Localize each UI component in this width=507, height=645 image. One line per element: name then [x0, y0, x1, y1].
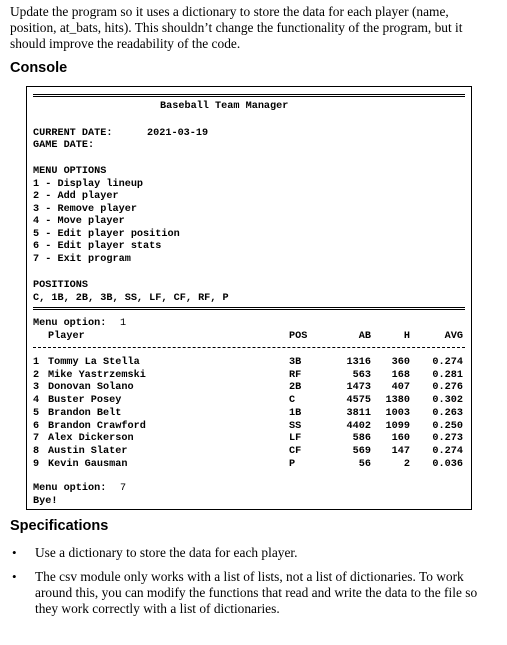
positions-heading: POSITIONS — [33, 280, 89, 291]
menu-prompt-value: 7 — [120, 483, 127, 494]
intro-paragraph: Update the program so it uses a dictionary to store the data for each player (name, position, at_bats, hits). This shouldn’t change the functionality of the program, but it should improve the readability of the code. — [10, 4, 463, 51]
bullet-marker: • — [12, 545, 17, 560]
cell-num: 1 — [33, 357, 40, 368]
header-avg: AVG — [444, 331, 463, 342]
cell-avg: 0.281 — [432, 369, 463, 381]
cell-name: Austin Slater — [48, 445, 128, 457]
menu-item: 4 - Move player — [33, 216, 125, 227]
cell-pos: CF — [289, 445, 302, 457]
current-date-label: CURRENT DATE: — [33, 128, 113, 139]
cell-num: 5 — [33, 407, 40, 419]
cell-num: 3 — [33, 382, 40, 394]
menu-item: 7 - Exit program — [33, 253, 131, 265]
cell-pos: SS — [289, 420, 302, 432]
game-date-label: GAME DATE: — [33, 140, 95, 151]
cell-ab: 569 — [352, 445, 371, 457]
cell-ab: 56 — [358, 458, 371, 470]
cell-num: 6 — [33, 420, 40, 432]
cell-h: 147 — [391, 445, 410, 457]
header-pos: POS — [289, 331, 308, 342]
cell-name: Tommy La Stella — [48, 357, 140, 368]
cell-name: Donovan Solano — [48, 382, 134, 394]
cell-h: 360 — [391, 357, 410, 368]
console-heading: Console — [10, 60, 68, 76]
cell-h: 407 — [391, 382, 410, 394]
cell-h: 168 — [391, 369, 410, 381]
cell-num: 7 — [33, 433, 40, 445]
cell-pos: 3B — [289, 357, 302, 368]
cell-name: Buster Posey — [48, 395, 122, 407]
menu-item: 3 - Remove player — [33, 203, 137, 215]
menu-heading: MENU OPTIONS — [33, 166, 107, 177]
double-rule-top — [33, 94, 465, 97]
cell-ab: 4402 — [346, 420, 371, 432]
cell-pos: RF — [289, 369, 302, 381]
cell-pos: 2B — [289, 382, 302, 394]
menu-prompt-label: Menu option: — [33, 483, 107, 494]
cell-pos: P — [289, 458, 296, 470]
cell-ab: 1473 — [346, 382, 371, 394]
cell-pos: 1B — [289, 407, 302, 419]
cell-name: Brandon Crawford — [48, 420, 146, 432]
cell-h: 1380 — [385, 395, 410, 407]
current-date-value: 2021-03-19 — [147, 128, 209, 139]
cell-avg: 0.302 — [432, 395, 463, 407]
cell-pos: C — [289, 395, 296, 407]
cell-avg: 0.263 — [432, 407, 463, 419]
cell-ab: 3811 — [346, 407, 371, 419]
cell-num: 8 — [33, 445, 40, 457]
double-rule-middle — [33, 307, 465, 310]
cell-num: 4 — [33, 395, 40, 407]
cell-pos: LF — [289, 433, 302, 445]
menu-item: 5 - Edit player position — [33, 228, 180, 240]
cell-num: 9 — [33, 458, 40, 470]
cell-avg: 0.276 — [432, 382, 463, 394]
app-title: Baseball Team Manager — [160, 101, 289, 112]
bye-message: Bye! — [33, 496, 58, 507]
cell-ab: 1316 — [346, 357, 371, 368]
cell-avg: 0.273 — [432, 433, 463, 445]
console-output — [26, 86, 472, 510]
spec-item: Use a dictionary to store the data for each player. — [35, 545, 298, 560]
cell-num: 2 — [33, 369, 40, 381]
cell-ab: 586 — [352, 433, 371, 445]
cell-h: 160 — [391, 433, 410, 445]
cell-avg: 0.036 — [432, 458, 463, 470]
cell-name: Alex Dickerson — [48, 433, 134, 445]
menu-prompt-label: Menu option: — [33, 318, 107, 329]
menu-item: 2 - Add player — [33, 191, 119, 202]
cell-name: Brandon Belt — [48, 407, 122, 419]
cell-h: 1099 — [385, 420, 410, 432]
positions-list: C, 1B, 2B, 3B, SS, LF, CF, RF, P — [33, 292, 229, 304]
cell-ab: 563 — [352, 369, 371, 381]
specifications-heading: Specifications — [10, 518, 109, 534]
spec-item: The csv module only works with a list of lists, not a list of dictionaries. To work around this, you can modify the functions that read and write the data to the file so they work correctly with a list of dictionaries. — [35, 569, 478, 616]
dashed-rule — [33, 347, 465, 348]
cell-avg: 0.274 — [432, 445, 463, 457]
cell-ab: 4575 — [346, 395, 371, 407]
header-ab: AB — [358, 331, 371, 342]
cell-avg: 0.250 — [432, 420, 463, 432]
menu-item: 6 - Edit player stats — [33, 241, 162, 252]
cell-name: Mike Yastrzemski — [48, 369, 146, 381]
header-player: Player — [48, 331, 85, 342]
bullet-marker: • — [12, 569, 17, 584]
cell-avg: 0.274 — [432, 357, 463, 368]
cell-h: 2 — [403, 458, 410, 470]
header-h: H — [403, 331, 410, 342]
cell-h: 1003 — [385, 407, 410, 419]
menu-item: 1 - Display lineup — [33, 178, 144, 190]
menu-prompt-value: 1 — [120, 318, 127, 329]
cell-name: Kevin Gausman — [48, 458, 128, 470]
